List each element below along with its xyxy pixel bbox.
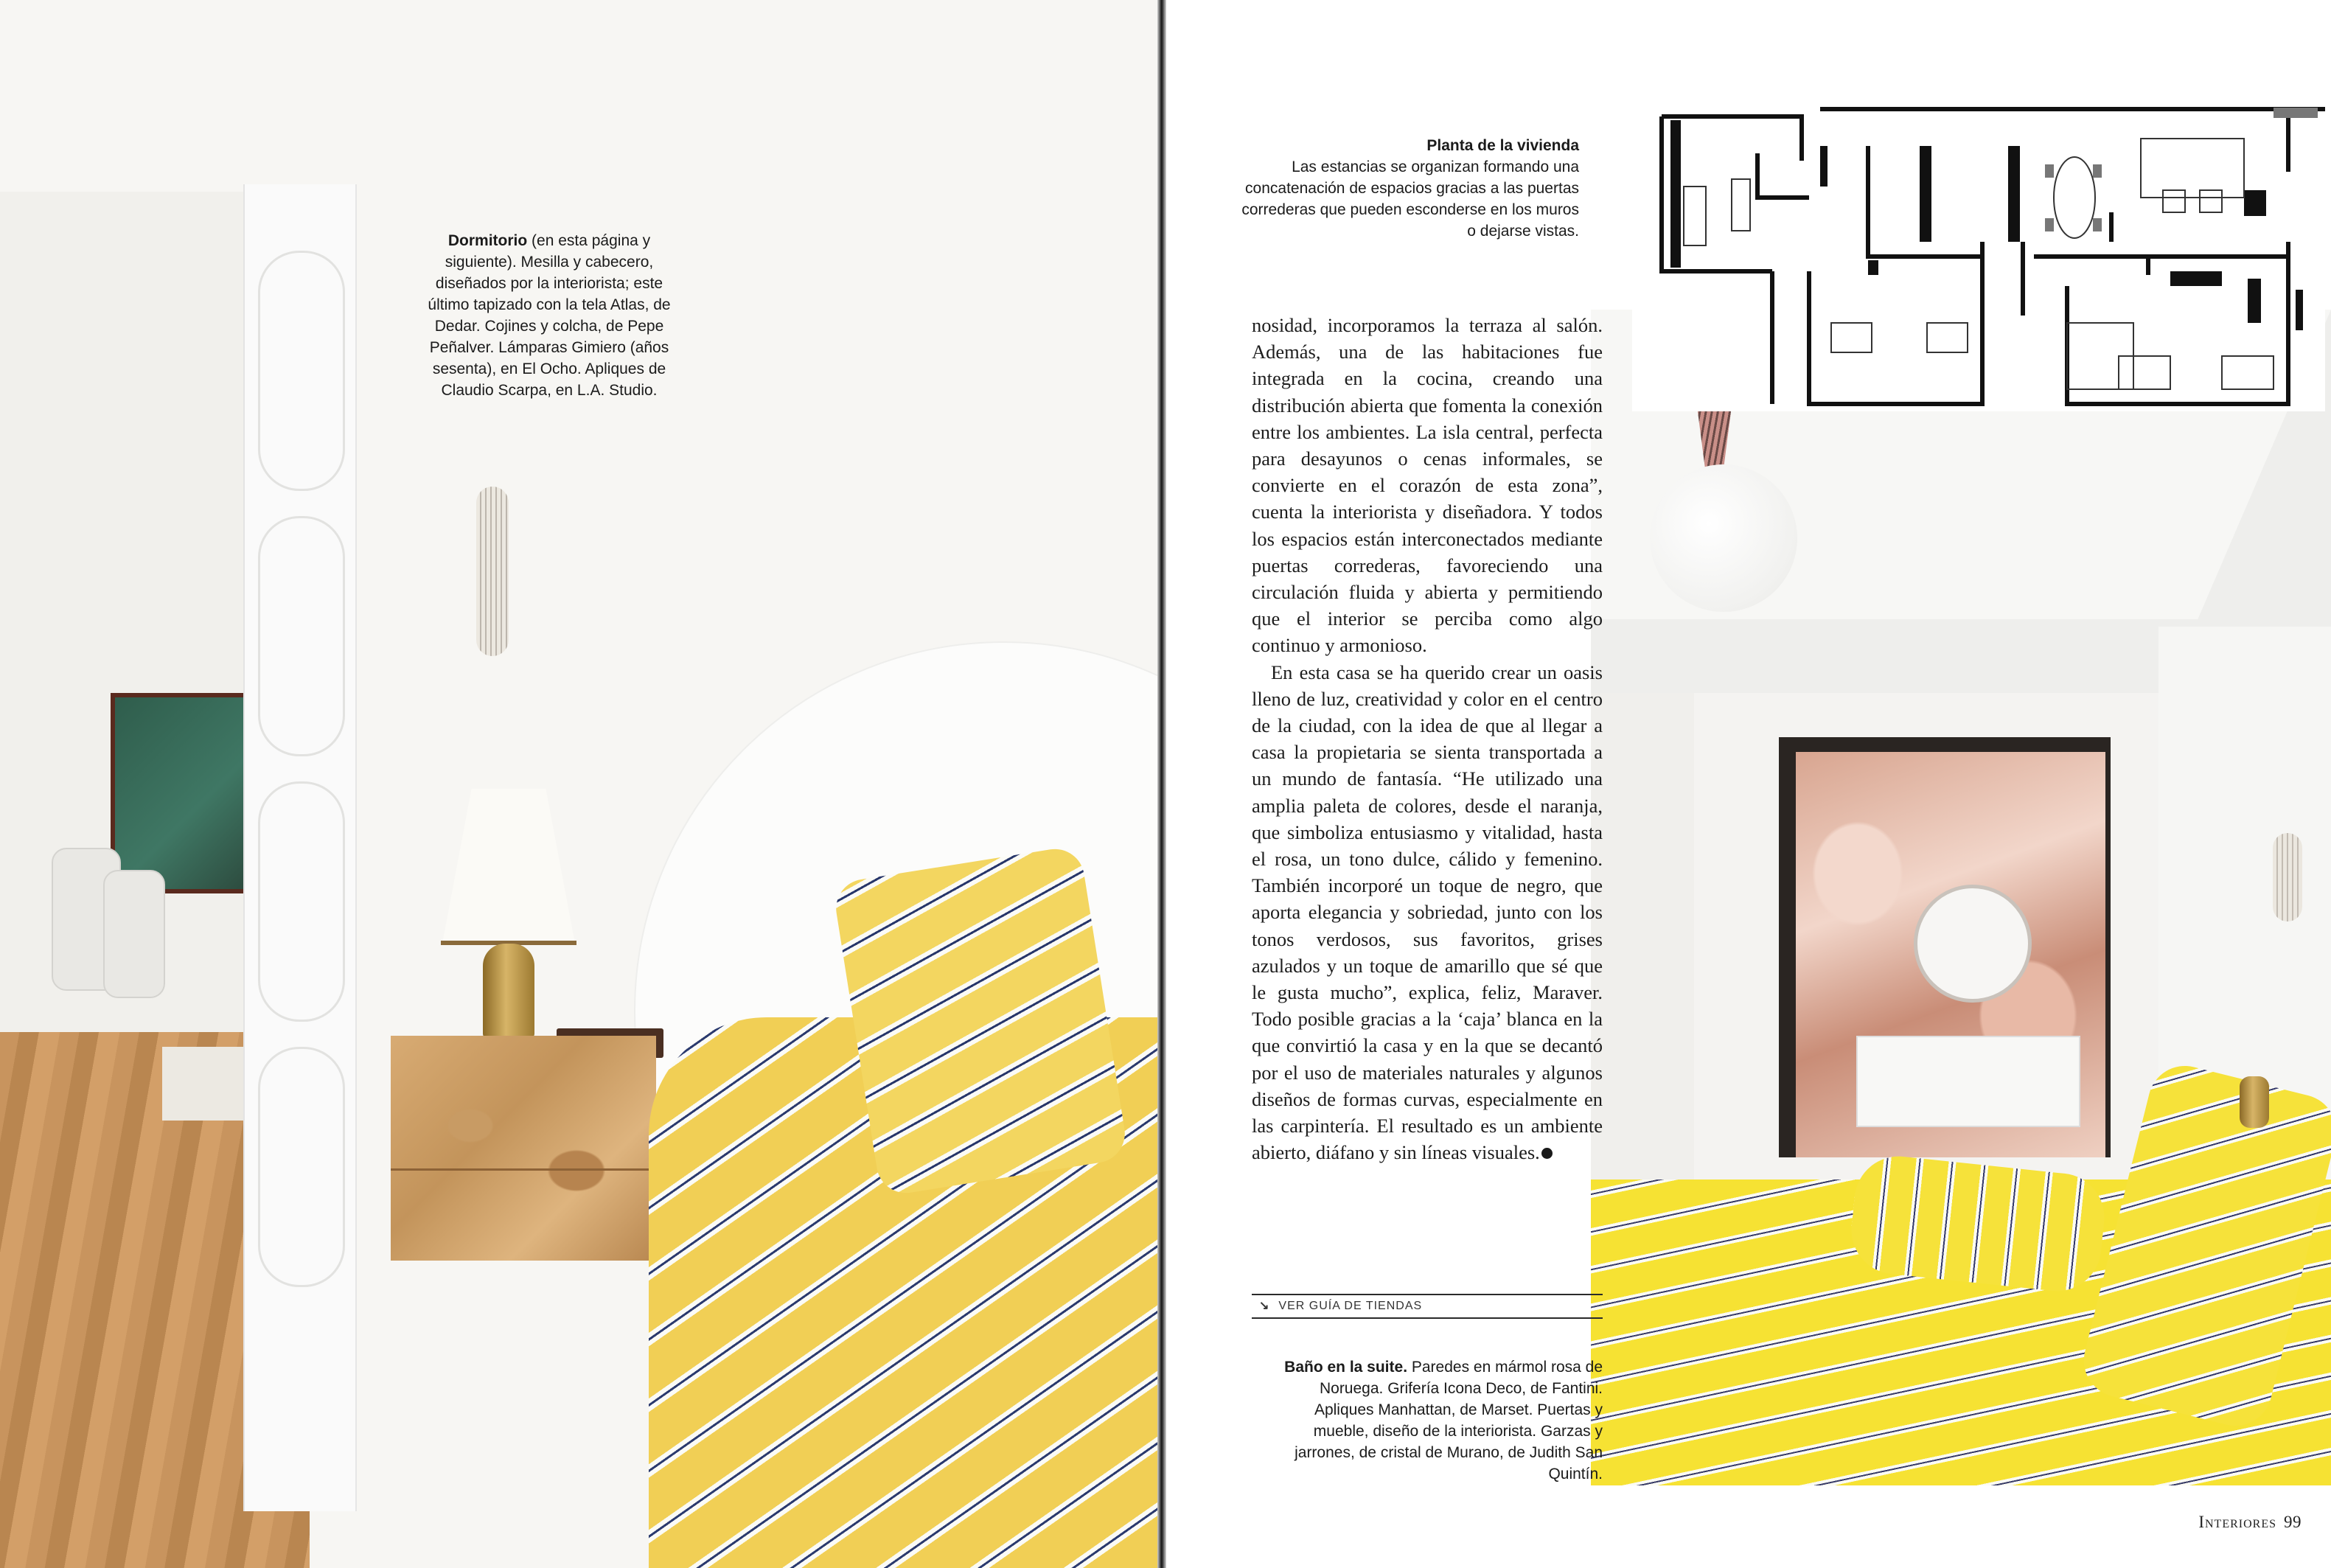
door-carving <box>258 781 345 1022</box>
striped-pillow <box>832 845 1129 1197</box>
magazine-name: Interiores <box>2198 1513 2276 1531</box>
door-carving <box>258 251 345 491</box>
bedroom-caption <box>428 230 671 401</box>
caption-text: Paredes en mármol rosa de Noruega. Grifería Icona Deco, de Fantini. Apliques Manhattan, de Marset. Puertas y mueble, diseño de la interiorista. Garzas y jarrones, de cristal de Murano, de Judith San Quintín. <box>1295 1359 1603 1482</box>
bathroom-suite-photo <box>1591 310 2331 1485</box>
end-mark-icon <box>1541 1148 1553 1159</box>
rug <box>162 1047 243 1121</box>
shop-guide-link[interactable] <box>1252 1294 1603 1319</box>
left-page <box>0 0 1157 1568</box>
white-vanity <box>1856 1036 2080 1127</box>
wall-sconce <box>2273 833 2302 921</box>
globe-pendant <box>1650 464 1797 612</box>
arrow-down-right-icon: ↘ <box>1259 1300 1270 1312</box>
page-gutter <box>1157 0 1166 1568</box>
sliding-door <box>243 184 357 1511</box>
brass-lamp <box>2240 1076 2269 1128</box>
floor-plan-text: Las estancias se organizan formando una concatenación de espacios gracias a las puertas correderas que pueden esconderse en los muros o dejarse vistas. <box>1241 158 1579 240</box>
burl-nightstand <box>391 1036 656 1261</box>
right-page <box>1166 0 2331 1568</box>
bathroom-caption <box>1269 1356 1603 1485</box>
round-mirror <box>1914 885 2032 1003</box>
caption-text: (en esta página y siguiente). Mesilla y cabecero, diseñados por la interiorista; este último tapizado con la tela Atlas, de Dedar. Cojines y colcha, de Pepe Peñalver. Lámparas Gimiero (años sesenta), en El Ocho. Apliques de Claudio Scarpa, en L.A. Studio. <box>428 232 671 399</box>
floor-plan-drawing <box>1632 102 2325 411</box>
brass-lamp-base <box>483 944 534 1039</box>
door-carving <box>258 1047 345 1287</box>
body-paragraph-text: En esta casa se ha querido crear un oasis lleno de luz, creatividad y color en el centro de la ciudad, con la idea de que al llegar a casa la propietaria se sienta transportada a un mundo de fantasía. “He utilizado una amplia paleta de colores, desde el naranja, que simboliza entusiasmo y vitalidad, hasta el rosa, un tono dulce, cálido y femenino. También incorporé un toque de negro, que aporta elegancia y sobriedad, junto con los tonos verdosos, sus favoritos, grises azulados y un toque de amarillo que sé que le gusta mucho”, explica, feliz, Maraver. Todo posible gracias a la ‘caja’ blanca en la que convirtió la casa y en la que se decantó por el uso de materiales naturales y algunos diseños de formas curvas, especialmente en las carpintería. El resultado es un ambiente abierto, diáfano y sin líneas visuales. <box>1252 661 1603 1164</box>
door-carving <box>258 516 345 756</box>
body-paragraph: nosidad, incorporamos la terraza al salón. Además, una de las habitaciones fue integrada en la cocina, creando una distribución abierta que fomenta la conexión entre los ambientes. La isla central, perfecta para desayunos o cenas informales, se convierte en el corazón de esta zona”, cuenta la interiorista y diseñadora. Y todos los espacios están interconectados mediante puertas correderas, favoreciendo una circulación fluida y abierta y permitiendo que el interior se perciba como algo continuo y armonioso. <box>1252 314 1603 657</box>
shop-guide-label: VER GUÍA DE TIENDAS <box>1278 1300 1423 1312</box>
page-folio <box>2125 1513 2302 1532</box>
body-paragraph <box>1252 659 1603 1166</box>
floor-plan-title: Planta de la vivienda <box>1426 137 1579 154</box>
nightstand-drawer-line <box>391 1168 656 1171</box>
green-cabinet <box>111 693 248 893</box>
floor-plan-caption <box>1233 135 1579 242</box>
wall-sconce <box>476 487 509 656</box>
article-body <box>1252 312 1603 1166</box>
page-number: 99 <box>2284 1513 2302 1531</box>
caption-title: Baño en la suite. <box>1284 1359 1408 1376</box>
caption-title: Dormitorio <box>447 232 528 249</box>
white-chair <box>103 870 165 998</box>
